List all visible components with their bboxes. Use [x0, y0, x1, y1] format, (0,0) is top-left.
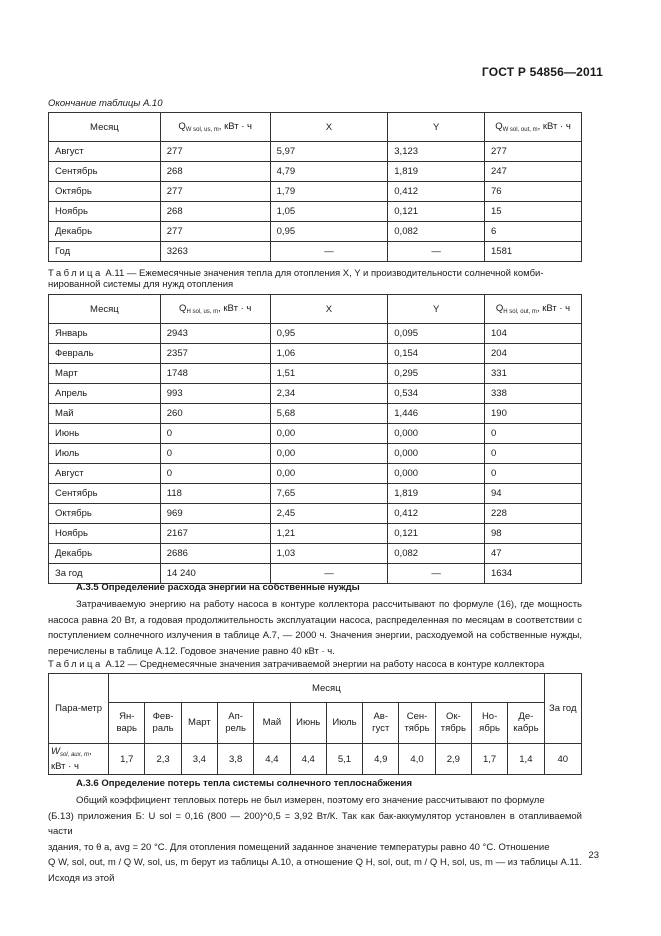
value-cell: 2,9 — [435, 744, 471, 775]
value-cell: 5,68 — [270, 404, 388, 424]
month-header: Ян- варь — [109, 703, 145, 744]
value-cell: 0,082 — [388, 222, 485, 242]
value-cell: 1,446 — [388, 404, 485, 424]
value-cell: 4,4 — [254, 744, 290, 775]
value-cell: 338 — [485, 384, 582, 404]
value-cell: 204 — [485, 344, 582, 364]
value-cell: 0 — [485, 424, 582, 444]
month-cell: Январь — [49, 324, 161, 344]
section-a36-text — [48, 793, 582, 886]
value-cell: 2686 — [160, 544, 270, 564]
value-cell: 7,65 — [270, 484, 388, 504]
month-header: Март — [181, 703, 217, 744]
value-cell: 190 — [485, 404, 582, 424]
value-cell: 0,121 — [388, 202, 485, 222]
month-header: Фев- раль — [145, 703, 181, 744]
table-row — [49, 324, 582, 344]
table-row — [49, 162, 582, 182]
month-header: Сен- тябрь — [399, 703, 435, 744]
value-cell: 0 — [485, 444, 582, 464]
table-row — [49, 544, 582, 564]
section-a36-line4: Q W, sol, out, m / Q W, sol, us, m берут из таблицы А.10, а отношение Q H, sol, out, m / Q H, sol, us, m — из таблицы А.11. Исходя из этой — [48, 857, 582, 884]
section-a35-title: А.3.5 Определение расхода энергии на собственные нужды — [76, 582, 360, 593]
table-row — [49, 424, 582, 444]
value-cell: 277 — [485, 142, 582, 162]
value-cell: 0 — [160, 444, 270, 464]
col-q-out: $Q_{H sol, out, m}$, кВт · ч — [485, 295, 582, 324]
value-cell: 4,79 — [270, 162, 388, 182]
value-cell: 268 — [160, 202, 270, 222]
month-cell: Декабрь — [49, 544, 161, 564]
value-cell: 98 — [485, 524, 582, 544]
month-cell: Март — [49, 364, 161, 384]
table-row — [49, 404, 582, 424]
value-cell: 4,0 — [399, 744, 435, 775]
value-cell: 1,4 — [508, 744, 544, 775]
value-cell: 3,8 — [217, 744, 253, 775]
value-cell: 0,534 — [388, 384, 485, 404]
page-number: 23 — [588, 850, 599, 861]
value-cell: 247 — [485, 162, 582, 182]
month-cell: Май — [49, 404, 161, 424]
value-cell: 4,9 — [363, 744, 399, 775]
value-cell: 3,4 — [181, 744, 217, 775]
table-row — [49, 484, 582, 504]
value-cell: 0,154 — [388, 344, 485, 364]
month-header: Де- кабрь — [508, 703, 544, 744]
month-header: Май — [254, 703, 290, 744]
value-cell: 1581 — [485, 242, 582, 262]
value-cell: 1,51 — [270, 364, 388, 384]
month-cell: Октябрь — [49, 182, 161, 202]
value-cell: 260 — [160, 404, 270, 424]
value-cell: — — [388, 242, 485, 262]
value-cell: 0,412 — [388, 182, 485, 202]
month-cell: Июнь — [49, 424, 161, 444]
month-header: Но- ябрь — [471, 703, 507, 744]
table-row — [49, 344, 582, 364]
col-q-us: $Q_{H sol, us, m}$, кВт · ч — [160, 295, 270, 324]
col-q-us: $Q_{W sol, us, m}$, кВт · ч — [160, 113, 270, 142]
value-cell: 1634 — [485, 564, 582, 584]
value-cell: 0,295 — [388, 364, 485, 384]
table-row — [49, 242, 582, 262]
value-cell: — — [270, 242, 388, 262]
col-y: Y — [388, 295, 485, 324]
value-cell: 5,1 — [326, 744, 362, 775]
table-row — [49, 444, 582, 464]
value-cell: 1748 — [160, 364, 270, 384]
section-a35-text: Затрачиваемую энергию на работу насоса в контуре коллектора рассчитывают по формуле (16), где мощность насоса равна 20 Вт, а годовая продолжительность эксплуатации насоса, распределенная по месяцам в соответствии с поступлением солнечного излучения в таблице А.7, — 2000 ч. Значения энергии, расходуемой на собственные нужды, перечислены в таблице А.12. Годовое значение равно 40 кВт · ч. — [48, 599, 582, 657]
month-cell: Декабрь — [49, 222, 161, 242]
value-cell: 0,00 — [270, 464, 388, 484]
table-row — [49, 182, 582, 202]
value-cell: 3263 — [160, 242, 270, 262]
value-cell: 2167 — [160, 524, 270, 544]
table-row — [49, 564, 582, 584]
section-a36-title: А.3.6 Определение потерь тепла системы солнечного теплоснабжения — [76, 778, 413, 789]
col-year: За год — [544, 674, 581, 744]
col-x: X — [270, 295, 388, 324]
value-cell: 228 — [485, 504, 582, 524]
value-cell: 1,21 — [270, 524, 388, 544]
month-header: Ок- тябрь — [435, 703, 471, 744]
value-cell: 1,03 — [270, 544, 388, 564]
value-cell: 4,4 — [290, 744, 326, 775]
table-row — [49, 384, 582, 404]
table-row — [49, 364, 582, 384]
value-cell: 277 — [160, 142, 270, 162]
table-a12 — [48, 673, 582, 775]
value-cell: 6 — [485, 222, 582, 242]
value-cell: 2943 — [160, 324, 270, 344]
value-cell: 1,06 — [270, 344, 388, 364]
table-row — [49, 142, 582, 162]
col-y: Y — [388, 113, 485, 142]
month-cell: Сентябрь — [49, 484, 161, 504]
col-parameter: Пара-метр — [49, 674, 109, 744]
value-cell: 104 — [485, 324, 582, 344]
month-header: Июль — [326, 703, 362, 744]
value-cell: 0,412 — [388, 504, 485, 524]
table-row — [49, 504, 582, 524]
table-a11-caption: Таблица А.11 — Ежемесячные значения тепла для отопления X, Y и производительности солнечной комби- нированной системы для нужд отопления — [48, 268, 544, 290]
table-row — [49, 202, 582, 222]
month-cell: Февраль — [49, 344, 161, 364]
month-cell: Ноябрь — [49, 524, 161, 544]
row-label: $W_{sol, aux, m}$, кВт · ч — [49, 744, 109, 775]
table-a12-caption: Таблица А.12 — Среднемесячные значения затрачиваемой энергии на работу насоса в контуре коллектора — [48, 659, 545, 670]
value-cell: 1,05 — [270, 202, 388, 222]
month-cell: Август — [49, 464, 161, 484]
table-row — [49, 222, 582, 242]
table-a10 — [48, 112, 582, 262]
table-row — [49, 464, 582, 484]
value-cell: 2,3 — [145, 744, 181, 775]
month-cell: Сентябрь — [49, 162, 161, 182]
year-value-cell: 40 — [544, 744, 581, 775]
section-a36-line1: Общий коэффициент тепловых потерь не был измерен, поэтому его значение рассчитывают по формуле — [76, 795, 545, 806]
value-cell: 0,00 — [270, 424, 388, 444]
value-cell: 0,121 — [388, 524, 485, 544]
value-cell: 2,34 — [270, 384, 388, 404]
value-cell: 76 — [485, 182, 582, 202]
value-cell: 277 — [160, 182, 270, 202]
section-a36-line3: здания, то θ a, avg = 20 °С. Для отопления помещений заданное значение температуры равно 40 °С. Отношение — [48, 841, 550, 853]
table-row — [49, 524, 582, 544]
table-a10-caption: Окончание таблицы А.10 — [48, 98, 163, 109]
value-cell: 2,45 — [270, 504, 388, 524]
col-month-group: Месяц — [109, 674, 544, 703]
month-cell: Год — [49, 242, 161, 262]
col-q-out: $Q_{W sol, out, m}$, кВт · ч — [485, 113, 582, 142]
month-header: Ап- рель — [217, 703, 253, 744]
month-cell: Ноябрь — [49, 202, 161, 222]
value-cell: 969 — [160, 504, 270, 524]
value-cell: 0 — [160, 424, 270, 444]
value-cell: 0,000 — [388, 424, 485, 444]
value-cell: 1,819 — [388, 162, 485, 182]
value-cell: 331 — [485, 364, 582, 384]
value-cell: — — [270, 564, 388, 584]
value-cell: 0,082 — [388, 544, 485, 564]
month-cell: За год — [49, 564, 161, 584]
value-cell: 0 — [485, 464, 582, 484]
value-cell: 14 240 — [160, 564, 270, 584]
value-cell: 2357 — [160, 344, 270, 364]
value-cell: 277 — [160, 222, 270, 242]
standard-number: ГОСТ Р 54856—2011 — [481, 65, 603, 79]
value-cell: 3,123 — [388, 142, 485, 162]
value-cell: 94 — [485, 484, 582, 504]
month-cell: Апрель — [49, 384, 161, 404]
value-cell: 993 — [160, 384, 270, 404]
value-cell: 0,095 — [388, 324, 485, 344]
month-cell: Октябрь — [49, 504, 161, 524]
value-cell: 118 — [160, 484, 270, 504]
table-a11 — [48, 294, 582, 584]
value-cell: 15 — [485, 202, 582, 222]
month-cell: Июль — [49, 444, 161, 464]
value-cell: 0,000 — [388, 444, 485, 464]
value-cell: 1,79 — [270, 182, 388, 202]
value-cell: — — [388, 564, 485, 584]
col-month: Месяц — [49, 295, 161, 324]
value-cell: 47 — [485, 544, 582, 564]
value-cell: 0 — [160, 464, 270, 484]
value-cell: 0,00 — [270, 444, 388, 464]
section-a36-line2: (Б.13) приложения Б: U sol = 0,16 (800 — 200)^0,5 = 3,92 Вт/К. Так как бак-аккумулятор установлен в отапливаемой части — [48, 810, 582, 837]
value-cell: 0,000 — [388, 464, 485, 484]
value-cell: 1,819 — [388, 484, 485, 504]
value-cell: 1,7 — [109, 744, 145, 775]
col-x: X — [270, 113, 388, 142]
col-month: Месяц — [49, 113, 161, 142]
month-cell: Август — [49, 142, 161, 162]
month-header: Ав- густ — [363, 703, 399, 744]
month-header: Июнь — [290, 703, 326, 744]
value-cell: 5,97 — [270, 142, 388, 162]
value-cell: 0,95 — [270, 222, 388, 242]
value-cell: 1,7 — [471, 744, 507, 775]
value-cell: 268 — [160, 162, 270, 182]
value-cell: 0,95 — [270, 324, 388, 344]
